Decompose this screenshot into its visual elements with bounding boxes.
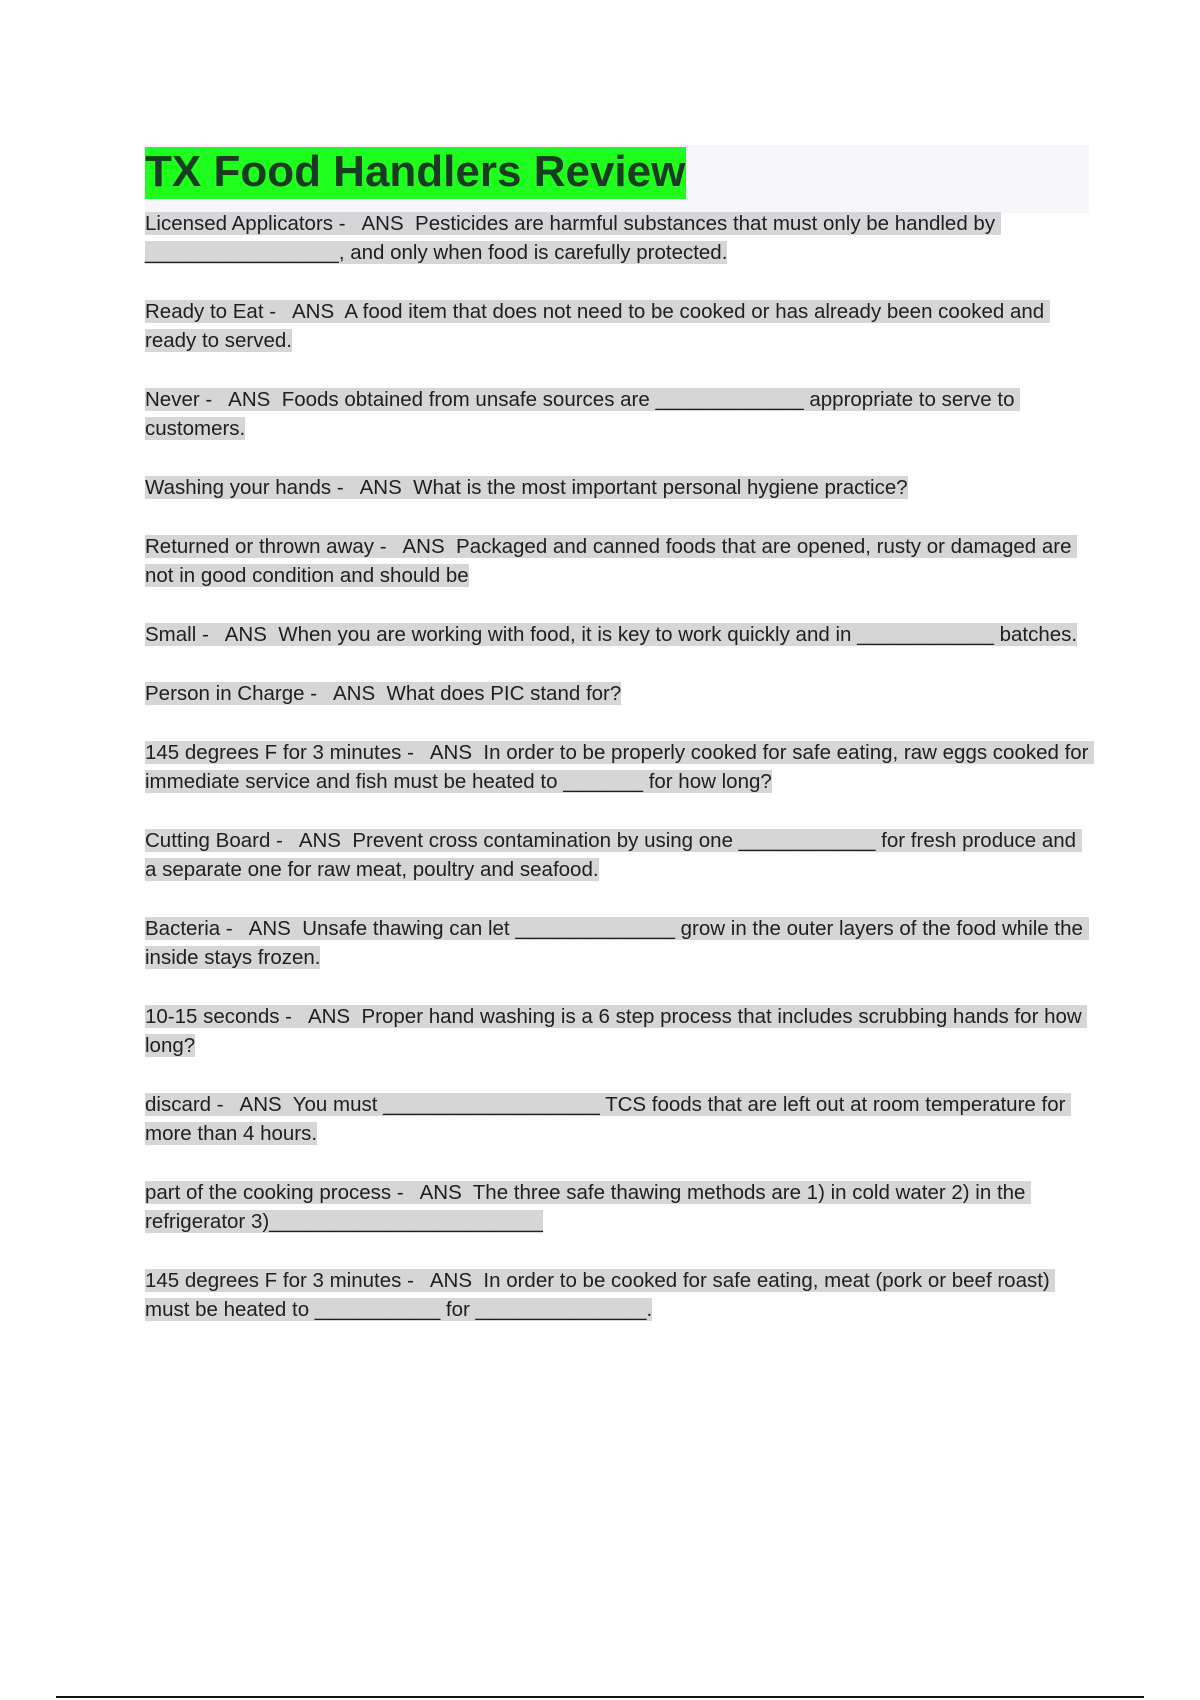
qa-item-text: part of the cooking process - ANS The three safe thawing methods are 1) in cold water 2) in the refrigerator 3)________________________: [145, 1181, 1032, 1233]
qa-item-text: Cutting Board - ANS Prevent cross contamination by using one ____________ for fresh produce and a separate one for raw meat, poultry and seafood.: [145, 829, 1082, 881]
footer-divider: [56, 1696, 1144, 1698]
qa-item: [145, 1090, 1090, 1148]
qa-item-text: Returned or thrown away - ANS Packaged and canned foods that are opened, rusty or damaged are not in good condition and should be: [145, 535, 1078, 587]
qa-item-text: Bacteria - ANS Unsafe thawing can let ______________ grow in the outer layers of the food while the inside stays frozen.: [145, 917, 1089, 969]
qa-item: [145, 1002, 1090, 1060]
qa-item-text: Person in Charge - ANS What does PIC stand for?: [145, 682, 622, 705]
qa-item: [145, 385, 1090, 443]
qa-item: [145, 532, 1090, 590]
qa-item: [145, 1266, 1090, 1324]
qa-item: [145, 209, 1090, 267]
qa-item-text: Washing your hands - ANS What is the most important personal hygiene practice?: [145, 476, 908, 499]
qa-item-text: 145 degrees F for 3 minutes - ANS In order to be properly cooked for safe eating, raw eggs cooked for immediate service and fish must be heated to _______ for how long?: [145, 741, 1095, 793]
qa-item: [145, 1178, 1090, 1236]
qa-item: [145, 473, 1090, 502]
qa-item-text: 10-15 seconds - ANS Proper hand washing is a 6 step process that includes scrubbing hands for how long?: [145, 1005, 1088, 1057]
qa-item-text: discard - ANS You must ___________________ TCS foods that are left out at room temperature for more than 4 hours.: [145, 1093, 1072, 1145]
qa-item: [145, 620, 1090, 649]
qa-item: [145, 914, 1090, 972]
qa-item: [145, 679, 1090, 708]
page-title: TX Food Handlers Review: [145, 147, 686, 199]
qa-item: [145, 826, 1090, 884]
qa-list: [145, 209, 1095, 1354]
qa-item: [145, 297, 1090, 355]
qa-item-text: Licensed Applicators - ANS Pesticides are harmful substances that must only be handled by _________________, and only when food is carefully protected.: [145, 212, 1001, 264]
qa-item-text: 145 degrees F for 3 minutes - ANS In order to be cooked for safe eating, meat (pork or beef roast) must be heated to ___________ for _______________.: [145, 1269, 1056, 1321]
qa-item-text: Small - ANS When you are working with food, it is key to work quickly and in ____________ batches.: [145, 623, 1078, 646]
qa-item-text: Never - ANS Foods obtained from unsafe sources are _____________ appropriate to serve to customers.: [145, 388, 1021, 440]
qa-item-text: Ready to Eat - ANS A food item that does not need to be cooked or has already been cooked and ready to served.: [145, 300, 1050, 352]
qa-item: [145, 738, 1095, 796]
